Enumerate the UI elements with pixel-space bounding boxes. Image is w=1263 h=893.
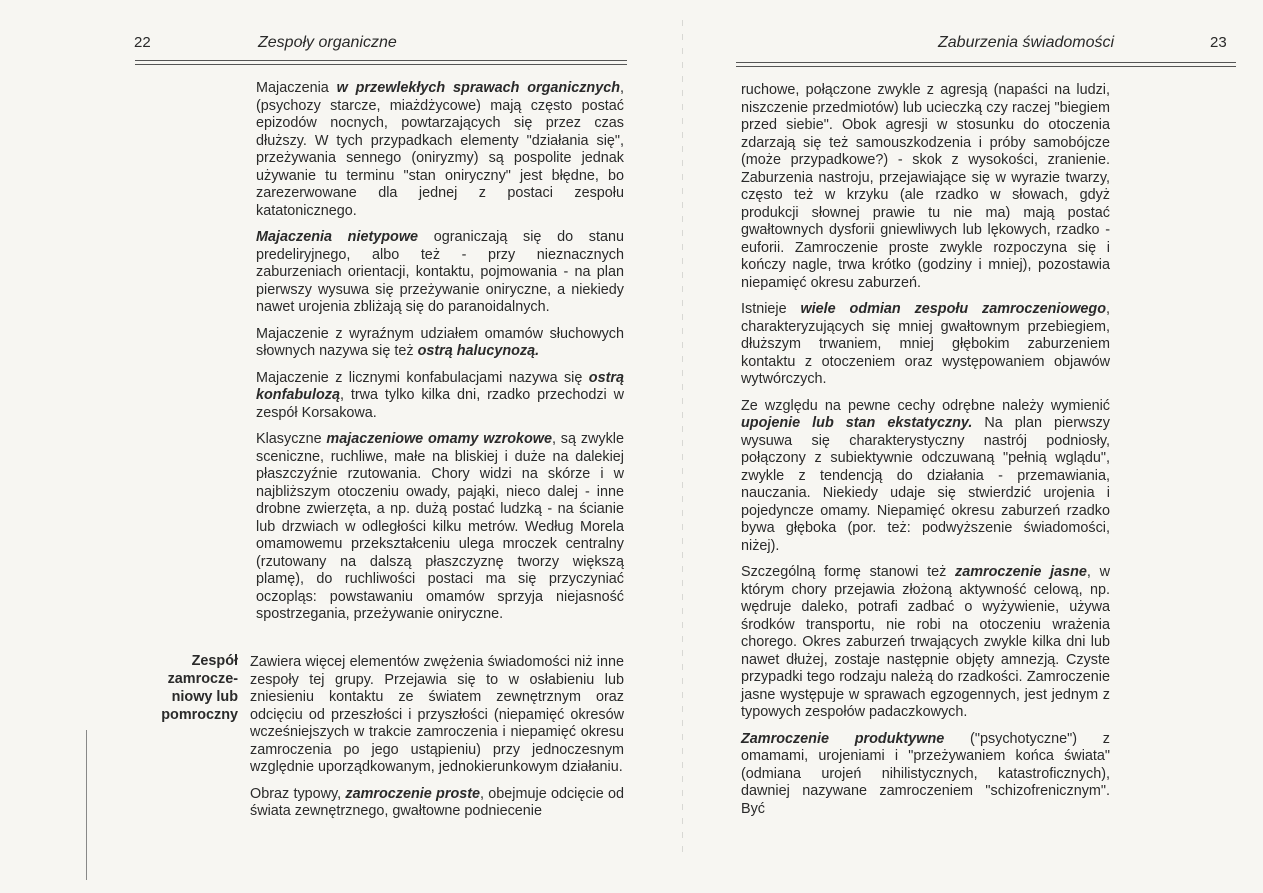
header-rule-right-1 — [736, 62, 1236, 63]
paragraph: Zawiera więcej elementów zwężenia świadomości niż inne zespoły tej grupy. Przejawia się to w osłabieniu lub zniesieniu kontaktu ze światem zewnętrznym oraz odcięciu od przeszłości i przyszłości (niepamięć okresów wcześniejszych w trakcie zamroczenia i niepamięć okresu zamroczenia po jego ustąpieniu) przy jednoczesnym względnie uporządkowanym, jednokierunkowym działaniu. — [250, 654, 624, 775]
left-main-column — [256, 80, 624, 633]
paragraph: Majaczenie z licznymi konfabulacjami nazywa się ostrą konfabulozą, trwa tylko kilka dni, rzadko przechodzi w zespół Korsakowa. — [256, 369, 624, 421]
paragraph: Szczególną formę stanowi też zamroczenie jasne, w którym chory przejawia złożoną aktywność celową, np. wędruje daleko, potrafi zadbać o wyżywienie, używa środków transportu, nie robi na otoczeniu wrażenia chorego. Okres zaburzeń trwających zwykle kilka dni lub nawet dłużej, zostaje następnie objęty amnezją. Czyste przypadki tego rodzaju należą do rzadkości. Zamroczenie jasne występuje w sprawach egzogennych, jest jednym z typowych zespołów padaczkowych. — [741, 564, 1110, 720]
header-rule-left-1 — [135, 60, 627, 61]
side-label-line: pomroczny — [161, 707, 238, 723]
paragraph: Obraz typowy, zamroczenie proste, obejmuje odcięcie od świata zewnętrznego, gwałtowne podniecenie — [250, 785, 625, 819]
running-header-left: Zespoły organiczne — [258, 34, 397, 51]
paragraph: Majaczenia nietypowe ograniczają się do stanu predeliryjnego, albo też - przy nieznacznych zaburzeniach orientacji, kontaktu, pojmowania - na plan pierwszy wysuwa się przeżywanie oniryczne, a niekiedy nawet urojenia zbliżają się do paranoidalnych. — [256, 229, 624, 315]
paragraph: Klasyczne majaczeniowe omamy wzrokowe, są zwykle sceniczne, ruchliwe, małe na bliskiej i duże na dalekiej płaszczyźnie rzutowania. Chory widzi na skórze i w najbliższym otoczeniu owady, pająki, nieco dalej - inne drobne zwierzęta, a np. dużą postać ludzką - na ścianie lub drzwiach w odległości kilku metrów. Według Morela omamowemu przekształceniu ulega mroczek centralny (rzutowany na dalszą płaszczyznę tworzy większą plamę), do ruchliwości postaci ma się przyczyniać oczopląs: powstawaniu omamów sprzyja niejasność spostrzegania, przeżywanie oniryczne. — [256, 431, 624, 622]
page-number-right: 23 — [1210, 34, 1227, 51]
running-header-right: Zaburzenia świadomości — [938, 34, 1115, 51]
page-number-left: 22 — [134, 34, 151, 51]
paragraph: Zamroczenie produktywne ("psychotyczne") z omamami, urojeniami i "przeżywaniem końca świata" (odmiana urojeń nihilistycznych, katastroficznych), dawniej nazywane zamroczeniem "schizofrenicznym". Być — [741, 730, 1110, 817]
right-main-column — [741, 82, 1110, 827]
side-label-line: zamrocze- — [167, 671, 238, 687]
side-label-line: Zespół — [191, 653, 238, 669]
header-rule-right-2 — [736, 66, 1236, 67]
left-section-column — [250, 654, 624, 830]
header-rule-left-2 — [135, 64, 627, 65]
right-page — [640, 0, 1263, 893]
paragraph: Majaczenia w przewlekłych sprawach organicznych, (psychozy starcze, miażdżycowe) mają często postać epizodów nocnych, powtarzających się przez czas dłuższy. W tych przypadkach elementy "działania się", przeżywania sennego (oniryzmy) są pospolite jednak używanie tu terminu "stan oniryczny" jest błędne, bo zarezerwowane dla jednej z postaci zespołu katatonicznego. — [256, 80, 624, 219]
section-side-label — [136, 652, 238, 724]
paragraph: Majaczenie z wyraźnym udziałem omamów słuchowych słownych nazywa się też ostrą halucynozą. — [256, 325, 624, 359]
side-label-line: niowy lub — [171, 689, 238, 705]
paragraph: ruchowe, połączone zwykle z agresją (napaści na ludzi, niszczenie przedmiotów) lub ucieczką czy raczej "biegiem przed siebie". Obok agresji w stosunku do otoczenia zdarzają się też samouszkodzenia i próby samobójcze (może przypadkowe?) - skok z wysokości, zranienie. Zaburzenia nastroju, przejawiające się w wyrazie twarzy, często też w krzyku (ale rzadko w słowach, gdyż produkcji słownej prawie tu nie ma) mają postać gwałtownych dysforii gniewliwych lub lękowych, rzadko - euforii. Zamroczenie proste zwykle rozpoczyna się i kończy nagle, trwa krótko (godziny i mniej), pozostawia niepamięć okresu zaburzeń. — [741, 82, 1110, 291]
paragraph: Ze względu na pewne cechy odrębne należy wymienić upojenie lub stan ekstatyczny. Na plan pierwszy wysuwa się charakterystyczny nastrój podniosły, połączony z subiektywnie odczuwaną "pełnią wglądu", zwykle z tendencją do działania - przemawiania, nauczania. Niekiedy udaje się stwierdzić urojenia i pojedyncze omamy. Niepamięć okresu zaburzeń rzadko bywa głęboka (por. też: podwyższenie świadomości, niżej). — [741, 397, 1110, 554]
paragraph: Istnieje wiele odmian zespołu zamroczeniowego, charakteryzujących się mniej gwałtownym przebiegiem, dłuższym trwaniem, mniej głębokim zaburzeniem kontaktu z otoczeniem oraz występowaniem objawów wytwórczych. — [741, 301, 1110, 387]
